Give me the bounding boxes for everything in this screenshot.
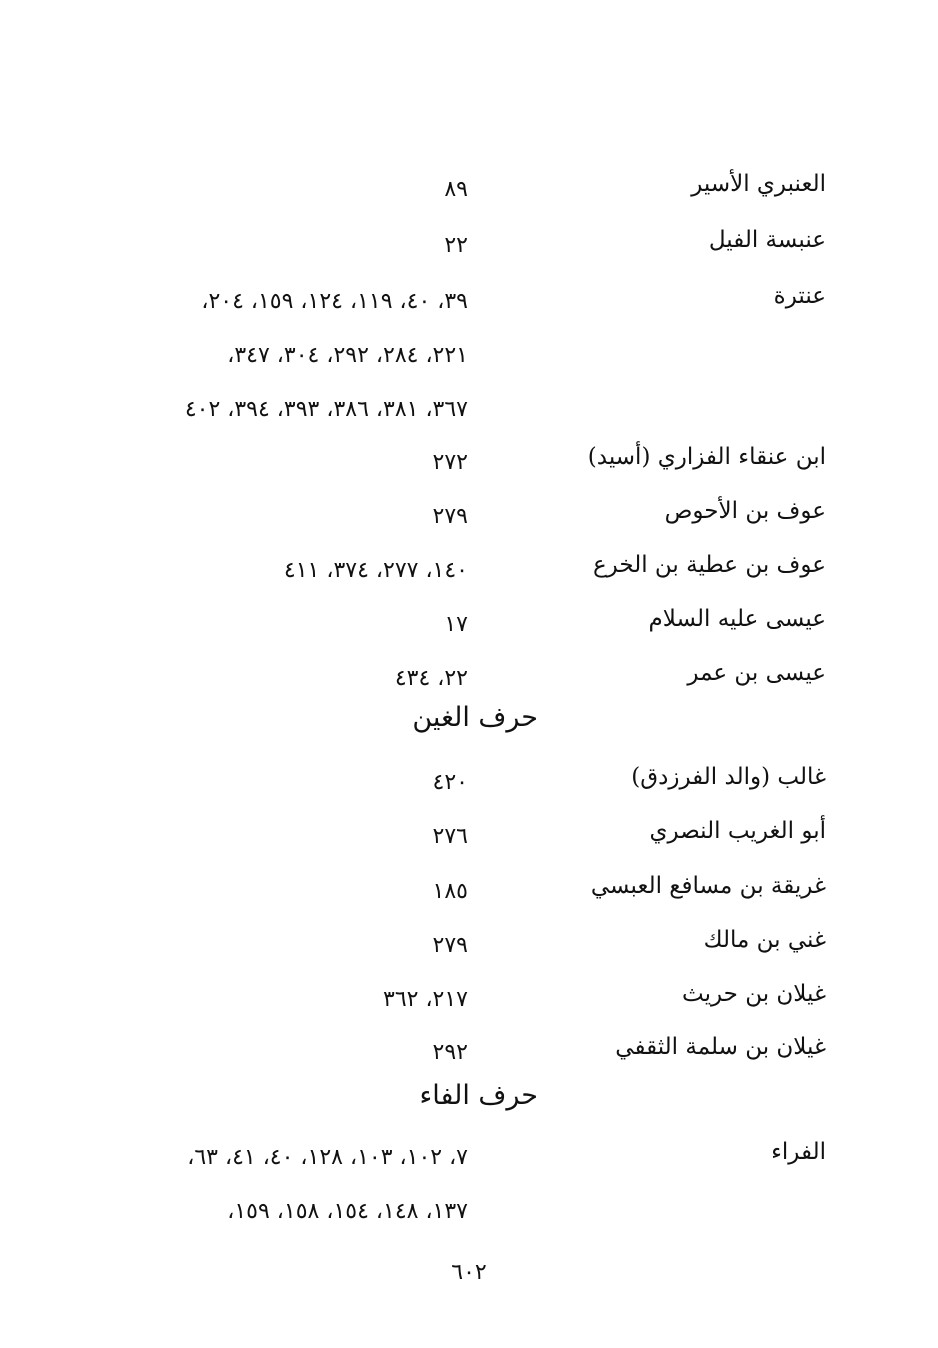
entry-ghaylan-hurayth-name: غيلان بن حريث bbox=[681, 981, 826, 1007]
entry-farra-name: الفراء bbox=[771, 1139, 826, 1165]
entry-ibn-anqa-name: ابن عنقاء الفزاري (أسيد) bbox=[587, 444, 826, 470]
page-number: ٦٠٢ bbox=[451, 1260, 487, 1285]
entry-ghani-pages: ٢٧٩ bbox=[432, 933, 468, 958]
entry-ghaylan-salama-pages: ٢٩٢ bbox=[432, 1040, 468, 1065]
entry-antara-pages-line3: ٣٦٧، ٣٨١، ٣٨٦، ٣٩٣، ٣٩٤، ٤٠٢ bbox=[184, 397, 468, 422]
section-heading-ghain: حرف الغين bbox=[412, 702, 538, 733]
entry-abu-ghurayb-pages: ٢٧٦ bbox=[432, 824, 468, 849]
entry-ghuraiqa-name: غريقة بن مسافع العبسي bbox=[590, 873, 826, 899]
entry-ghuraiqa-pages: ١٨٥ bbox=[432, 879, 468, 904]
entry-isa-umar-pages: ٢٢، ٤٣٤ bbox=[394, 666, 468, 691]
entry-isa-name: عيسى عليه السلام bbox=[648, 606, 826, 632]
entry-farra-pages-line2: ١٣٧، ١٤٨، ١٥٤، ١٥٨، ١٥٩، bbox=[227, 1199, 468, 1224]
entry-ghaylan-hurayth-pages: ٢١٧، ٣٦٢ bbox=[383, 987, 468, 1012]
entry-ghalib-pages: ٤٢٠ bbox=[432, 770, 468, 795]
section-heading-fa: حرف الفاء bbox=[419, 1080, 538, 1111]
entry-anbasa-name: عنبسة الفيل bbox=[708, 227, 826, 253]
entry-antara-name: عنترة bbox=[773, 283, 826, 309]
entry-awf-ahwas-name: عوف بن الأحوص bbox=[664, 498, 826, 524]
entry-ibn-anqa-pages: ٢٧٢ bbox=[432, 450, 468, 475]
entry-isa-pages: ١٧ bbox=[444, 612, 468, 637]
entry-anbari-name: العنبري الأسير bbox=[691, 171, 826, 197]
entry-antara-pages-line2: ٢٢١، ٢٨٤، ٢٩٢، ٣٠٤، ٣٤٧، bbox=[227, 343, 468, 368]
entry-farra-pages-line1: ٧، ١٠٢، ١٠٣، ١٢٨، ٤٠، ٤١، ٦٣، bbox=[187, 1145, 468, 1170]
entry-awf-atiyya-name: عوف بن عطية بن الخرع bbox=[592, 552, 826, 578]
entry-ghani-name: غني بن مالك bbox=[703, 927, 826, 953]
entry-isa-umar-name: عيسى بن عمر bbox=[687, 660, 826, 686]
entry-awf-ahwas-pages: ٢٧٩ bbox=[432, 504, 468, 529]
entry-anbasa-pages: ٢٢ bbox=[444, 233, 468, 258]
entry-ghalib-name: غالب (والد الفرزدق) bbox=[631, 764, 826, 790]
entry-awf-atiyya-pages: ١٤٠، ٢٧٧، ٣٧٤، ٤١١ bbox=[283, 558, 468, 583]
entry-antara-pages-line1: ٣٩، ٤٠، ١١٩، ١٢٤، ١٥٩، ٢٠٤، bbox=[201, 289, 468, 314]
entry-abu-ghurayb-name: أبو الغريب النصري bbox=[649, 818, 826, 844]
entry-anbari-pages: ٨٩ bbox=[444, 177, 468, 202]
entry-ghaylan-salama-name: غيلان بن سلمة الثقفي bbox=[615, 1034, 826, 1060]
